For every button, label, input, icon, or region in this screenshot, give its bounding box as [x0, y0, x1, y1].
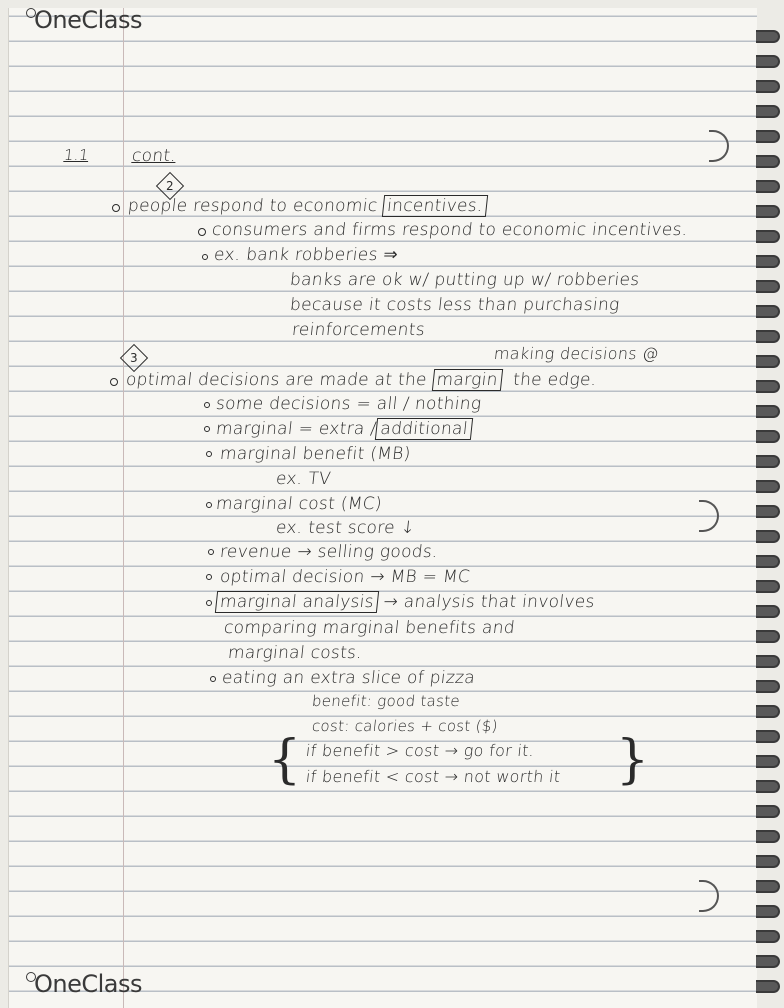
bullet [206, 600, 212, 606]
spiral-ring [756, 105, 780, 118]
marginal-analysis-box: marginal analysis [215, 591, 379, 613]
spiral-ring [756, 830, 780, 843]
spiral-ring [756, 255, 780, 268]
spiral-ring [756, 655, 780, 668]
point3-sub4-example: ex. test score ↓ [274, 518, 417, 538]
spiral-ring [756, 480, 780, 493]
spiral-ring [756, 705, 780, 718]
margin-line [123, 8, 124, 1008]
point2-main: people respond to economic incentives. [127, 196, 488, 216]
decision-rule-1: if benefit > cost → go for it. [305, 741, 536, 760]
spiral-ring [756, 955, 780, 968]
bullet [206, 451, 212, 457]
point2-detail2: because it costs less than purchasing [288, 295, 621, 315]
spiral-ring [756, 230, 780, 243]
spiral-ring [756, 555, 780, 568]
spiral-ring [756, 805, 780, 818]
spiral-ring [756, 680, 780, 693]
spiral-ring [756, 930, 780, 943]
point3-sub3-example: ex. TV [274, 469, 332, 489]
point3-sub6: optimal decision → MB = MC [218, 567, 472, 587]
bullet [210, 676, 216, 682]
point2-sub2: ex. bank robberies ⇒ [212, 245, 400, 265]
bullet [208, 549, 214, 555]
bullet [198, 228, 206, 236]
spiral-ring [756, 155, 780, 168]
spiral-ring [756, 605, 780, 618]
right-brace: } [616, 730, 650, 790]
spiral-ring [756, 205, 780, 218]
notebook-page [8, 8, 757, 1008]
incentives-box: incentives. [382, 195, 488, 217]
bullet [112, 204, 120, 212]
spiral-ring [756, 380, 780, 393]
point3-sub4: marginal cost (MC) [214, 494, 383, 514]
point2-detail1: banks are ok w/ putting up w/ robberies [288, 270, 641, 290]
pizza-benefit: benefit: good taste [311, 692, 461, 710]
point-number-badge: 3 [120, 344, 148, 372]
spiral-ring [756, 280, 780, 293]
spiral-binding [748, 0, 784, 1008]
spiral-ring [756, 30, 780, 43]
bullet [202, 254, 208, 260]
pizza-cost: cost: calories + cost ($) [311, 717, 499, 735]
decision-rule-2: if benefit < cost → not worth it [305, 767, 562, 786]
left-brace: { [268, 730, 302, 790]
point3-sub1: some decisions = all / nothing [214, 394, 483, 414]
point3-sub5: revenue → selling goods. [218, 542, 439, 562]
bullet [206, 574, 212, 580]
spiral-ring [756, 305, 780, 318]
binder-hole [699, 500, 719, 532]
spiral-ring [756, 130, 780, 143]
spiral-ring [756, 455, 780, 468]
spiral-ring [756, 355, 780, 368]
oneclass-logo-bottom: OneClass [26, 970, 142, 998]
spiral-ring [756, 55, 780, 68]
binder-hole [709, 130, 729, 162]
point3-sub8: eating an extra slice of pizza [220, 668, 477, 688]
bullet [204, 426, 210, 432]
spiral-ring [756, 330, 780, 343]
bullet [110, 378, 118, 386]
spiral-ring [756, 580, 780, 593]
point2-detail3: reinforcements [290, 320, 426, 340]
bullet [204, 402, 210, 408]
leaf-icon [26, 972, 36, 982]
spiral-ring [756, 880, 780, 893]
spiral-ring [756, 905, 780, 918]
spiral-ring [756, 405, 780, 418]
additional-box: additional [375, 418, 473, 440]
spiral-ring [756, 505, 780, 518]
point3-main: optimal decisions are made at the margin the edge. [124, 370, 598, 390]
spiral-ring [756, 530, 780, 543]
binder-hole [699, 880, 719, 912]
spiral-ring [756, 80, 780, 93]
spiral-ring [756, 980, 780, 993]
spiral-ring [756, 630, 780, 643]
oneclass-logo-top: OneClass [26, 6, 142, 34]
margin-annotation: making decisions @ [493, 344, 660, 363]
point-number-badge: 2 [156, 172, 184, 200]
point3-sub7-line2: comparing marginal benefits and [222, 618, 516, 638]
point3-sub2: marginal = extra / additional [215, 419, 473, 439]
bullet [206, 502, 212, 508]
spiral-ring [756, 730, 780, 743]
spiral-ring [756, 180, 780, 193]
leaf-icon [26, 8, 36, 18]
spiral-ring [756, 780, 780, 793]
point3-sub7: marginal analysis → analysis that involves [215, 592, 596, 612]
margin-box: margin [431, 369, 502, 391]
point3-sub3: marginal benefit (MB) [218, 444, 412, 464]
spiral-ring [756, 855, 780, 868]
point2-sub1: consumers and firms respond to economic incentives. [210, 220, 689, 240]
note-date: 1.1 [63, 146, 90, 164]
spiral-ring [756, 430, 780, 443]
spiral-ring [756, 755, 780, 768]
note-heading: cont. [130, 146, 178, 166]
point3-sub7-line3: marginal costs. [226, 643, 364, 663]
